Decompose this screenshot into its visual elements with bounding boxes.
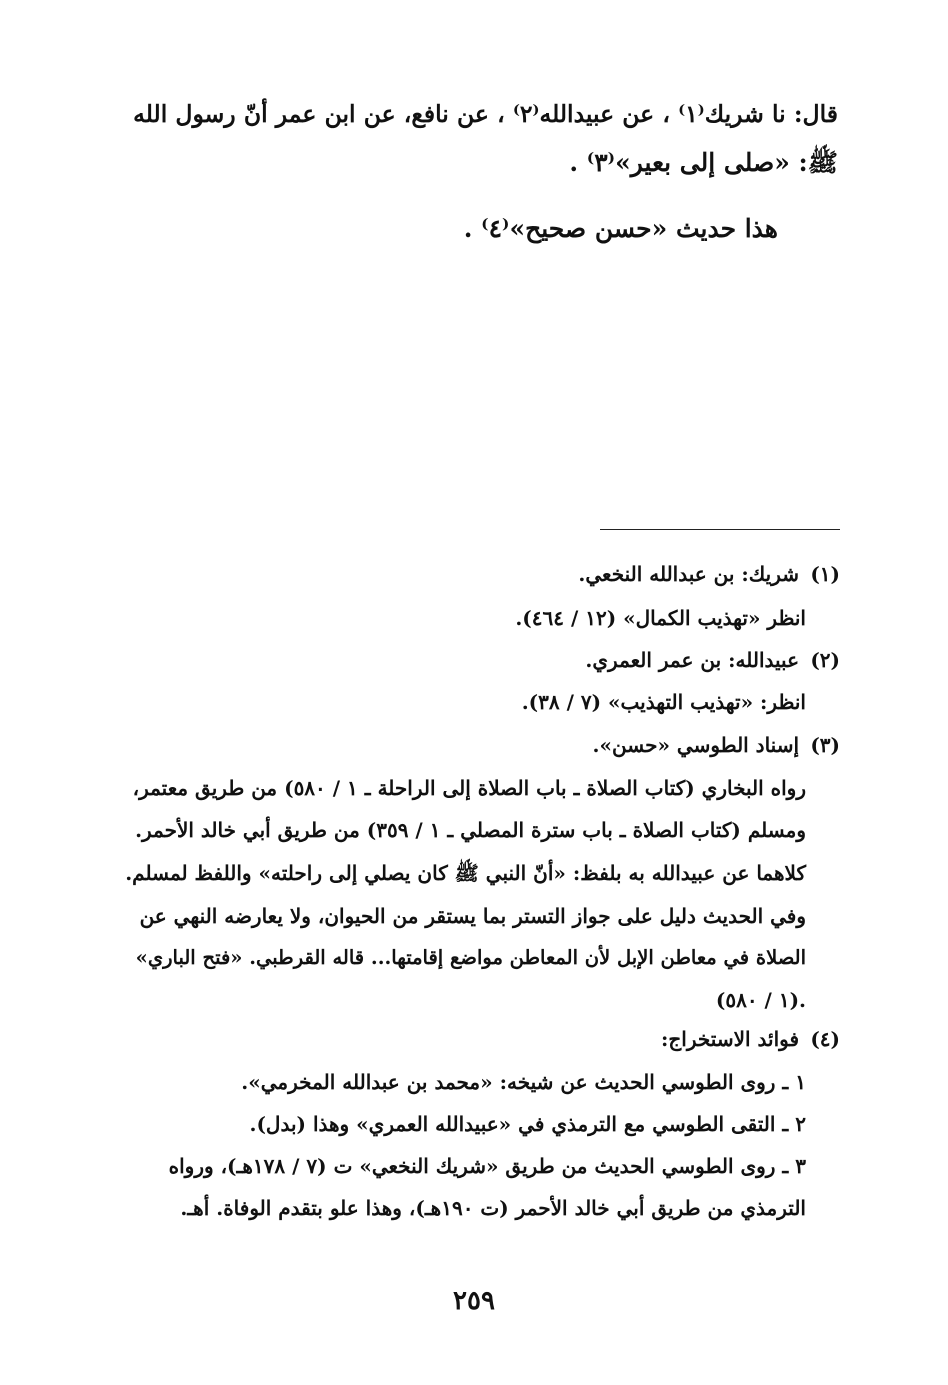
footnote-text: عبيدالله: بن عمر العمري. xyxy=(585,648,800,672)
footnote-text: إسناد الطوسي «حسن». xyxy=(592,733,800,757)
footnote-4-line-2: ١ ـ روى الطوسي الحديث عن شيخه: «محمد بن عبدالله المخرمي». xyxy=(241,1070,806,1094)
footnote-number: (٣) xyxy=(810,733,840,757)
footnote-3-line-7: (١ / ٥٨٠). xyxy=(715,988,806,1012)
page-number: ٢٥٩ xyxy=(453,1286,495,1316)
footnote-2-line-2: انظر: «تهذيب التهذيب» (٧ / ٣٨). xyxy=(521,690,806,714)
main-text-line-1: قال: نا شريك⁽١⁾ ، عن عبيدالله⁽٢⁾ ، عن نافع، عن ابن عمر أنّ رسول الله xyxy=(133,100,838,128)
main-text-line-2: ﷺ: «صلى إلى بعير»⁽٣⁾ . xyxy=(569,148,838,177)
main-text-line-3: هذا حديث «حسن صحيح»⁽٤⁾ . xyxy=(463,214,778,243)
footnote-4-heading xyxy=(661,1027,840,1051)
footnote-4-line-3: ٢ ـ التقى الطوسي مع الترمذي في «عبيدالله العمري» وهذا (بدل). xyxy=(249,1112,806,1136)
footnote-separator xyxy=(600,529,840,530)
footnote-4-line-5: الترمذي من طريق أبي خالد الأحمر (ت ١٩٠هـ)، وهذا علو بتقدم الوفاة. أهـ. xyxy=(180,1196,806,1220)
footnote-4-line-4: ٣ ـ روى الطوسي الحديث من طريق «شريك النخعي» ت (٧ / ١٧٨هـ)، ورواه xyxy=(168,1154,806,1178)
footnote-3-line-4: كلاهما عن عبيدالله به بلفظ: «أنّ النبي ﷺ كان يصلي إلى راحلته» واللفظ لمسلم. xyxy=(125,861,806,885)
footnote-3-line-2: رواه البخاري (كتاب الصلاة ـ باب الصلاة إلى الراحلة ـ ١ / ٥٨٠) من طريق معتمر، xyxy=(132,776,806,800)
footnote-2-heading xyxy=(585,648,840,672)
footnote-number: (١) xyxy=(810,562,840,586)
footnote-3-line-6: الصلاة في معاطن الإبل لأن المعاطن مواضع إقامتها... قاله القرطبي. «فتح الباري» xyxy=(135,946,806,969)
footnote-text: شريك: بن عبدالله النخعي. xyxy=(578,562,800,586)
footnote-1-line-2: انظر «تهذيب الكمال» (١٢ / ٤٦٤). xyxy=(515,606,806,630)
footnote-1-heading xyxy=(578,562,840,586)
footnote-text: فوائد الاستخراج: xyxy=(661,1027,800,1051)
footnote-3-line-3: ومسلم (كتاب الصلاة ـ باب سترة المصلي ـ ١ / ٣٥٩) من طريق أبي خالد الأحمر. xyxy=(135,818,806,842)
footnote-number: (٢) xyxy=(810,648,840,672)
footnote-3-heading xyxy=(593,733,840,757)
footnote-3-line-5: وفي الحديث دليل على جواز التستر بما يستقر من الحيوان، ولا يعارضه النهي عن xyxy=(139,904,806,928)
footnote-number: (٤) xyxy=(810,1027,840,1051)
